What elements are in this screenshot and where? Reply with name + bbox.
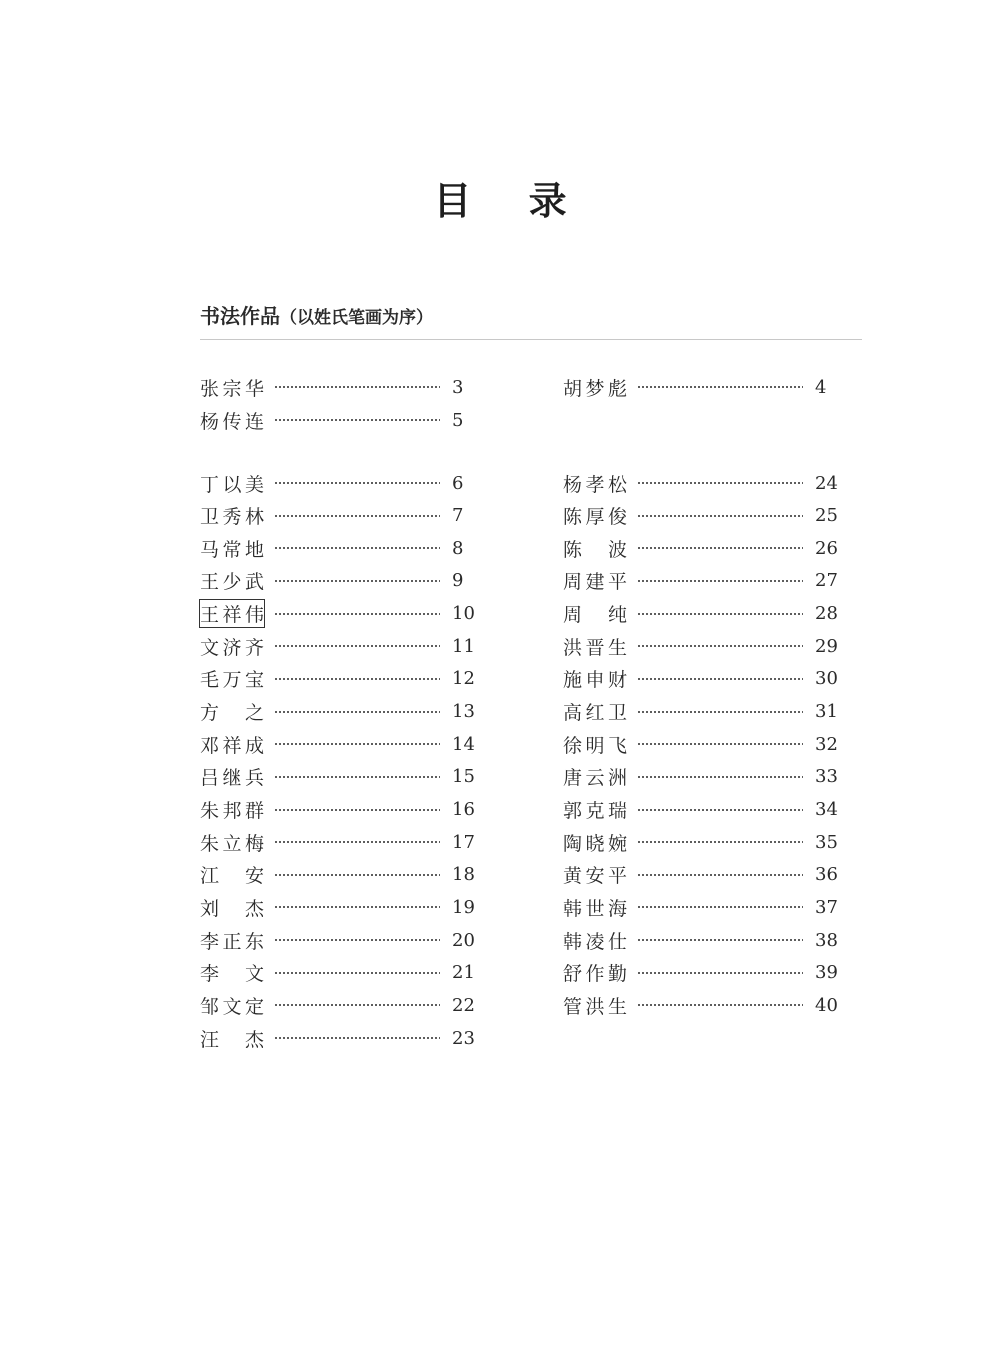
- entry-page-number: 8: [452, 537, 464, 559]
- dot-leader: [274, 1037, 440, 1039]
- toc-entry[interactable]: [200, 958, 475, 988]
- entry-name: 杨孝松: [563, 473, 627, 496]
- toc-entry[interactable]: [200, 468, 475, 498]
- entry-page-number: 26: [815, 537, 838, 559]
- toc-entry[interactable]: [200, 892, 475, 922]
- entry-page-number: 16: [452, 799, 475, 820]
- dot-leader: [274, 972, 440, 974]
- entry-name: 施申财: [563, 669, 627, 692]
- dot-leader: [274, 645, 440, 647]
- dot-leader: [274, 547, 440, 549]
- section-heading-note: （以姓氏笔画为序）: [280, 308, 433, 328]
- entry-page-number: 21: [452, 962, 475, 984]
- entry-name: 邹文定: [200, 995, 264, 1018]
- toc-entry[interactable]: [200, 405, 475, 435]
- toc-entry[interactable]: [563, 372, 838, 402]
- entry-page-number: 31: [815, 701, 838, 723]
- section-divider: [200, 339, 862, 340]
- toc-entry[interactable]: [563, 892, 838, 922]
- toc-entry[interactable]: [200, 827, 475, 857]
- toc-entry[interactable]: [563, 697, 838, 727]
- toc-entry[interactable]: [563, 958, 838, 988]
- dot-leader: [637, 776, 803, 778]
- dot-leader: [637, 547, 803, 549]
- toc-entry[interactable]: [563, 664, 838, 694]
- page-title: 目 录: [433, 178, 589, 223]
- dot-leader: [274, 678, 440, 680]
- entry-page-number: 30: [815, 668, 838, 690]
- entry-name: 陶晓婉: [563, 832, 627, 855]
- entry-name: 王少武: [200, 571, 264, 594]
- entry-page-number: 36: [815, 864, 838, 886]
- entry-page-number: 12: [452, 668, 475, 690]
- entry-page-number: 38: [815, 929, 838, 951]
- dot-leader: [274, 1004, 440, 1006]
- section-heading: [200, 300, 433, 329]
- toc-entry[interactable]: [563, 990, 838, 1020]
- toc-entry[interactable]: [200, 599, 475, 629]
- entry-name: 洪晋生: [563, 636, 627, 659]
- dot-leader: [274, 809, 440, 811]
- toc-entry[interactable]: [200, 566, 475, 596]
- toc-entry[interactable]: [200, 533, 475, 563]
- dot-leader: [274, 776, 440, 778]
- entry-name: 韩世海: [563, 897, 627, 920]
- dot-leader: [637, 482, 803, 484]
- toc-entry[interactable]: [200, 631, 475, 661]
- toc-entry[interactable]: [200, 729, 475, 759]
- entry-page-number: 10: [452, 603, 475, 625]
- toc-entry[interactable]: [563, 566, 838, 596]
- entry-page-number: 28: [815, 603, 838, 625]
- toc-entry[interactable]: [563, 468, 838, 498]
- entry-name: 张宗华: [200, 377, 264, 400]
- entry-page-number: 6: [452, 472, 464, 494]
- dot-leader: [637, 906, 803, 908]
- dot-leader: [637, 580, 803, 582]
- entry-name: 刘 杰: [200, 897, 264, 920]
- entry-page-number: 37: [815, 896, 838, 918]
- entry-page-number: 27: [815, 570, 838, 592]
- entry-name: 陈 波: [563, 538, 627, 561]
- toc-entry[interactable]: [200, 1023, 475, 1053]
- toc-entry[interactable]: [563, 599, 838, 629]
- dot-leader: [637, 711, 803, 713]
- dot-leader: [637, 515, 803, 517]
- entry-name: 管洪生: [563, 995, 627, 1018]
- entry-name: 卫秀林: [200, 506, 264, 529]
- toc-entry[interactable]: [200, 762, 475, 792]
- entry-name: 邓祥成: [200, 734, 264, 757]
- dot-leader: [637, 939, 803, 941]
- entry-page-number: 20: [452, 929, 475, 951]
- dot-leader: [274, 743, 440, 745]
- entry-name: 高红卫: [563, 702, 627, 725]
- toc-entry[interactable]: [200, 925, 475, 955]
- entry-page-number: 3: [452, 376, 464, 398]
- entry-page-number: 13: [452, 701, 475, 723]
- dot-leader: [274, 711, 440, 713]
- entry-name: 杨传连: [200, 410, 264, 433]
- entry-name: 丁以美: [200, 473, 264, 496]
- dot-leader: [274, 613, 440, 615]
- entry-name: 周建平: [563, 571, 627, 594]
- dot-leader: [637, 743, 803, 745]
- dot-leader: [637, 678, 803, 680]
- dot-leader: [274, 874, 440, 876]
- entry-page-number: 5: [452, 409, 464, 431]
- entry-page-number: 14: [452, 733, 475, 755]
- entry-name: 文济齐: [200, 636, 264, 659]
- toc-entry[interactable]: [563, 925, 838, 955]
- entry-name: 汪 杰: [200, 1028, 264, 1051]
- dot-leader: [637, 874, 803, 876]
- entry-page-number: 35: [815, 831, 838, 853]
- entry-page-number: 4: [815, 376, 827, 398]
- entry-page-number: 24: [815, 472, 838, 494]
- entry-name: 吕继兵: [200, 767, 264, 790]
- dot-leader: [637, 972, 803, 974]
- dot-leader: [274, 841, 440, 843]
- entry-page-number: 40: [815, 994, 838, 1016]
- entry-name: 江 安: [200, 865, 264, 888]
- entry-name: 方 之: [200, 702, 264, 725]
- entry-page-number: 18: [452, 864, 475, 886]
- dot-leader: [637, 809, 803, 811]
- entry-name: 唐云洲: [563, 767, 627, 790]
- toc-entry[interactable]: [200, 664, 475, 694]
- dot-leader: [274, 419, 440, 421]
- entry-name: 郭克瑞: [563, 800, 627, 822]
- toc-entry[interactable]: [563, 533, 838, 563]
- dot-leader: [637, 841, 803, 843]
- toc-entry[interactable]: [200, 795, 475, 825]
- entry-page-number: 32: [815, 733, 838, 755]
- entry-name: 李 文: [200, 963, 264, 986]
- entry-page-number: 22: [452, 994, 475, 1016]
- entry-name: 黄安平: [563, 865, 627, 888]
- dot-leader: [274, 515, 440, 517]
- entry-page-number: 15: [452, 766, 475, 788]
- toc-entry[interactable]: [200, 372, 475, 402]
- entry-name: 徐明飞: [563, 734, 627, 757]
- toc-entry[interactable]: [563, 501, 838, 531]
- dot-leader: [637, 613, 803, 615]
- entry-page-number: 25: [815, 505, 838, 527]
- entry-name: 舒作勤: [563, 963, 627, 986]
- entry-name: 胡梦彪: [563, 377, 627, 400]
- toc-entry[interactable]: [563, 795, 838, 825]
- entry-name: 周 纯: [563, 604, 627, 627]
- section-heading-text: 书法作品: [200, 304, 280, 328]
- entry-name: 朱立梅: [200, 832, 264, 855]
- entry-name: 陈厚俊: [563, 506, 627, 529]
- dot-leader: [274, 939, 440, 941]
- dot-leader: [274, 580, 440, 582]
- toc-entry[interactable]: [563, 631, 838, 661]
- entry-page-number: 29: [815, 635, 838, 657]
- entry-name: 朱邦群: [200, 800, 264, 822]
- toc-entry[interactable]: [563, 860, 838, 890]
- dot-leader: [637, 386, 803, 388]
- entry-name: 韩凌仕: [563, 930, 627, 953]
- dot-leader: [637, 1004, 803, 1006]
- dot-leader: [637, 645, 803, 647]
- toc-entry[interactable]: [200, 697, 475, 727]
- toc-entry[interactable]: [200, 501, 475, 531]
- toc-entry[interactable]: [200, 860, 475, 890]
- entry-name: 毛万宝: [200, 669, 264, 692]
- entry-page-number: 23: [452, 1027, 475, 1049]
- entry-page-number: 17: [452, 831, 475, 853]
- entry-page-number: 7: [452, 505, 464, 527]
- dot-leader: [274, 386, 440, 388]
- entry-page-number: 11: [452, 635, 475, 657]
- entry-name: 马常地: [200, 538, 264, 561]
- dot-leader: [274, 482, 440, 484]
- entry-page-number: 9: [452, 570, 464, 592]
- entry-page-number: 39: [815, 962, 838, 984]
- dot-leader: [274, 906, 440, 908]
- entry-page-number: 19: [452, 896, 475, 918]
- entry-page-number: 33: [815, 766, 838, 788]
- toc-entry[interactable]: [563, 729, 838, 759]
- toc-entry[interactable]: [200, 990, 475, 1020]
- entry-name: 李正东: [200, 930, 264, 953]
- toc-entry[interactable]: [563, 827, 838, 857]
- entry-name: 王祥伟: [200, 600, 264, 627]
- toc-entry[interactable]: [563, 762, 838, 792]
- entry-page-number: 34: [815, 799, 838, 820]
